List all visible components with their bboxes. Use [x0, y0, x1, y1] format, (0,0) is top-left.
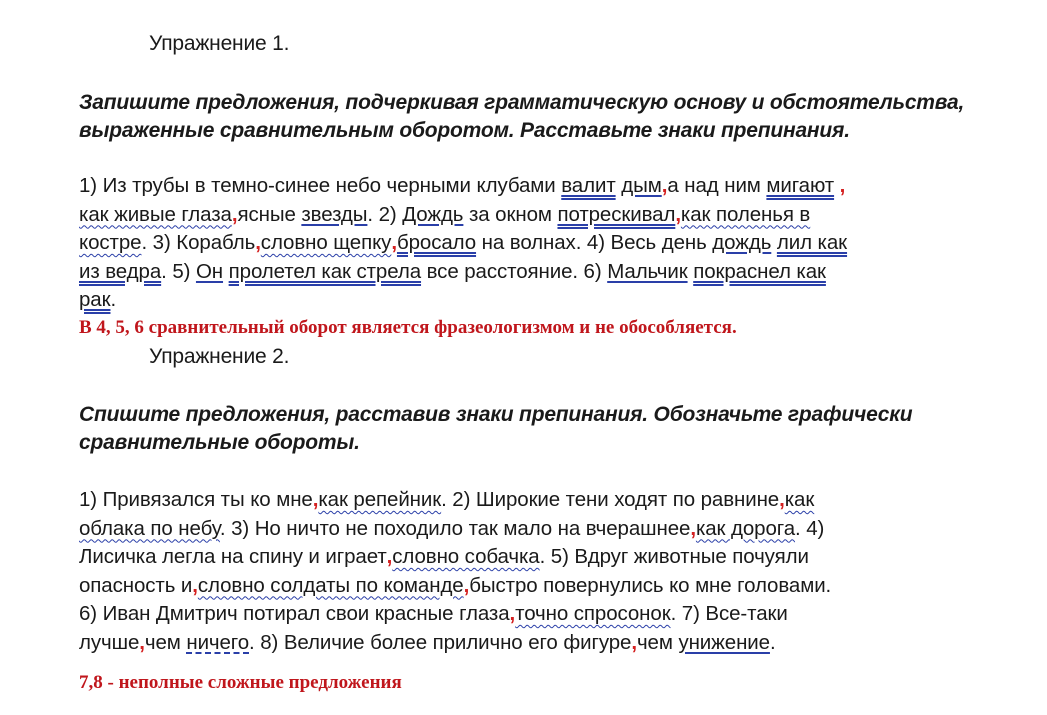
text-segment: . 3) Но ничто не походило так мало на вчерашнее — [219, 516, 691, 540]
comparison-underline: как поленья в — [680, 202, 811, 226]
predicate-underline: мигают — [766, 174, 835, 197]
text-line — [79, 229, 1019, 258]
inserted-comma: , — [139, 630, 145, 654]
text-segment: 6) Иван Дмитрич потирал свои красные глаза — [79, 602, 510, 625]
comparison-underline: костре — [79, 231, 142, 254]
comparison-underline: как дорога — [695, 516, 796, 540]
text-line — [79, 543, 1019, 572]
text-segment: . 3) Корабль — [141, 231, 256, 254]
comparison-underline: словно солдаты по команде — [197, 573, 464, 597]
text-line — [79, 486, 1019, 515]
exercise-1-task — [79, 89, 1019, 145]
text-segment: все расстояние. 6) — [421, 259, 608, 283]
text-segment: опасность и — [79, 573, 193, 597]
text-line — [79, 286, 1019, 315]
inserted-comma: , — [463, 573, 470, 597]
text-segment: . 4) — [795, 516, 825, 540]
subject-underline: унижение — [678, 630, 770, 654]
text-line — [79, 258, 1019, 287]
text-segment: . 8) Величие более прилично его фигуре — [249, 630, 632, 654]
subject-underline: Мальчик — [607, 259, 688, 283]
text-segment: а над ним — [667, 174, 767, 197]
inserted-comma: , — [779, 488, 785, 511]
text-line — [79, 600, 1019, 629]
task-line: Спишите предложения, расставив знаки препинания. Обозначьте графически — [79, 403, 913, 426]
inserted-comma: , — [231, 202, 238, 226]
inserted-comma: , — [386, 545, 393, 568]
predicate-underline: потрескивал — [557, 202, 676, 226]
text-line — [79, 515, 1019, 544]
task-line: выраженные сравнительным оборотом. Расставьте знаки препинания. — [79, 119, 850, 142]
inserted-comma: , — [690, 516, 696, 540]
subject-underline: звезды — [301, 202, 368, 226]
text-segment: на волнах. 4) Весь день — [476, 231, 713, 254]
inserted-comma: , — [661, 174, 668, 197]
predicate-underline: рак — [79, 288, 111, 311]
text-segment: . 7) Все-таки — [670, 602, 788, 625]
exercise-2-note: 7,8 - неполные сложные предложения — [79, 672, 402, 693]
exercise-2-task — [79, 401, 1019, 457]
text-segment: быстро повернулись ко мне головами. — [469, 573, 832, 597]
text-line — [79, 572, 1019, 601]
text-line — [79, 629, 1019, 658]
task-line: Запишите предложения, подчеркивая грамматическую основу и обстоятельства, — [79, 91, 965, 114]
text-segment: . — [110, 288, 117, 311]
text-line — [79, 172, 1019, 201]
comparison-underline: словно щепку — [260, 231, 392, 254]
inserted-comma: , — [675, 202, 681, 226]
inserted-comma: , — [509, 602, 516, 625]
comparison-underline: облака по небу — [79, 516, 220, 540]
comparison-underline: как — [784, 488, 815, 511]
predicate-underline: покраснел как — [693, 259, 826, 283]
text-segment: чем — [636, 630, 679, 654]
comparison-underline: как живые глаза — [79, 202, 232, 226]
exercise-1-note: В 4, 5, 6 сравнительный оборот является фразеологизмом и не обособляется. — [79, 317, 737, 338]
predicate-underline: лил как — [776, 231, 848, 254]
inserted-comma: , — [631, 630, 637, 654]
exercise-2-heading: Упражнение 2. — [149, 345, 290, 368]
inserted-comma: , — [192, 573, 198, 597]
comparison-underline: словно собачка — [392, 545, 540, 568]
comparison-underline: точно спросонок — [515, 602, 671, 625]
predicate-underline: бросало — [396, 231, 477, 254]
text-segment: за окном — [463, 202, 558, 226]
text-segment: . — [769, 630, 776, 654]
subject-underline: дождь — [712, 231, 772, 254]
text-segment: ясные — [237, 202, 302, 226]
text-segment: . 5) — [161, 259, 196, 283]
exercise-1-sentences — [79, 172, 1019, 315]
predicate-underline: из ведра — [79, 259, 162, 283]
subject-underline: Дождь — [402, 202, 464, 226]
text-segment: чем — [144, 630, 187, 654]
text-line — [79, 201, 1019, 230]
subject-underline: Он — [195, 259, 224, 283]
text-segment: лучше — [79, 630, 140, 654]
text-segment: . 5) Вдруг животные почуяли — [539, 545, 809, 568]
inserted-comma: , — [312, 488, 319, 511]
exercise-1-heading: Упражнение 1. — [149, 32, 290, 55]
inserted-comma: , — [255, 231, 261, 254]
predicate-underline: валит — [561, 174, 616, 197]
inserted-comma: , — [391, 231, 397, 254]
predicate-underline: пролетел как стрела — [228, 259, 422, 283]
subject-underline: дым — [621, 174, 662, 197]
text-segment: . 2) Широкие тени ходят по равнине — [441, 488, 780, 511]
exercise-2-sentences — [79, 486, 1019, 657]
inserted-comma: , — [834, 174, 846, 197]
text-segment: . 2) — [367, 202, 403, 226]
circumstance-underline: ничего — [186, 630, 250, 654]
text-segment: 1) Привязался ты ко мне — [79, 488, 313, 511]
task-line: сравнительные обороты. — [79, 431, 360, 454]
text-segment: 1) Из трубы в темно-синее небо черными клубами — [79, 174, 562, 197]
text-segment: Лисичка легла на спину и играет — [79, 545, 387, 568]
comparison-underline: как репейник — [318, 488, 442, 511]
